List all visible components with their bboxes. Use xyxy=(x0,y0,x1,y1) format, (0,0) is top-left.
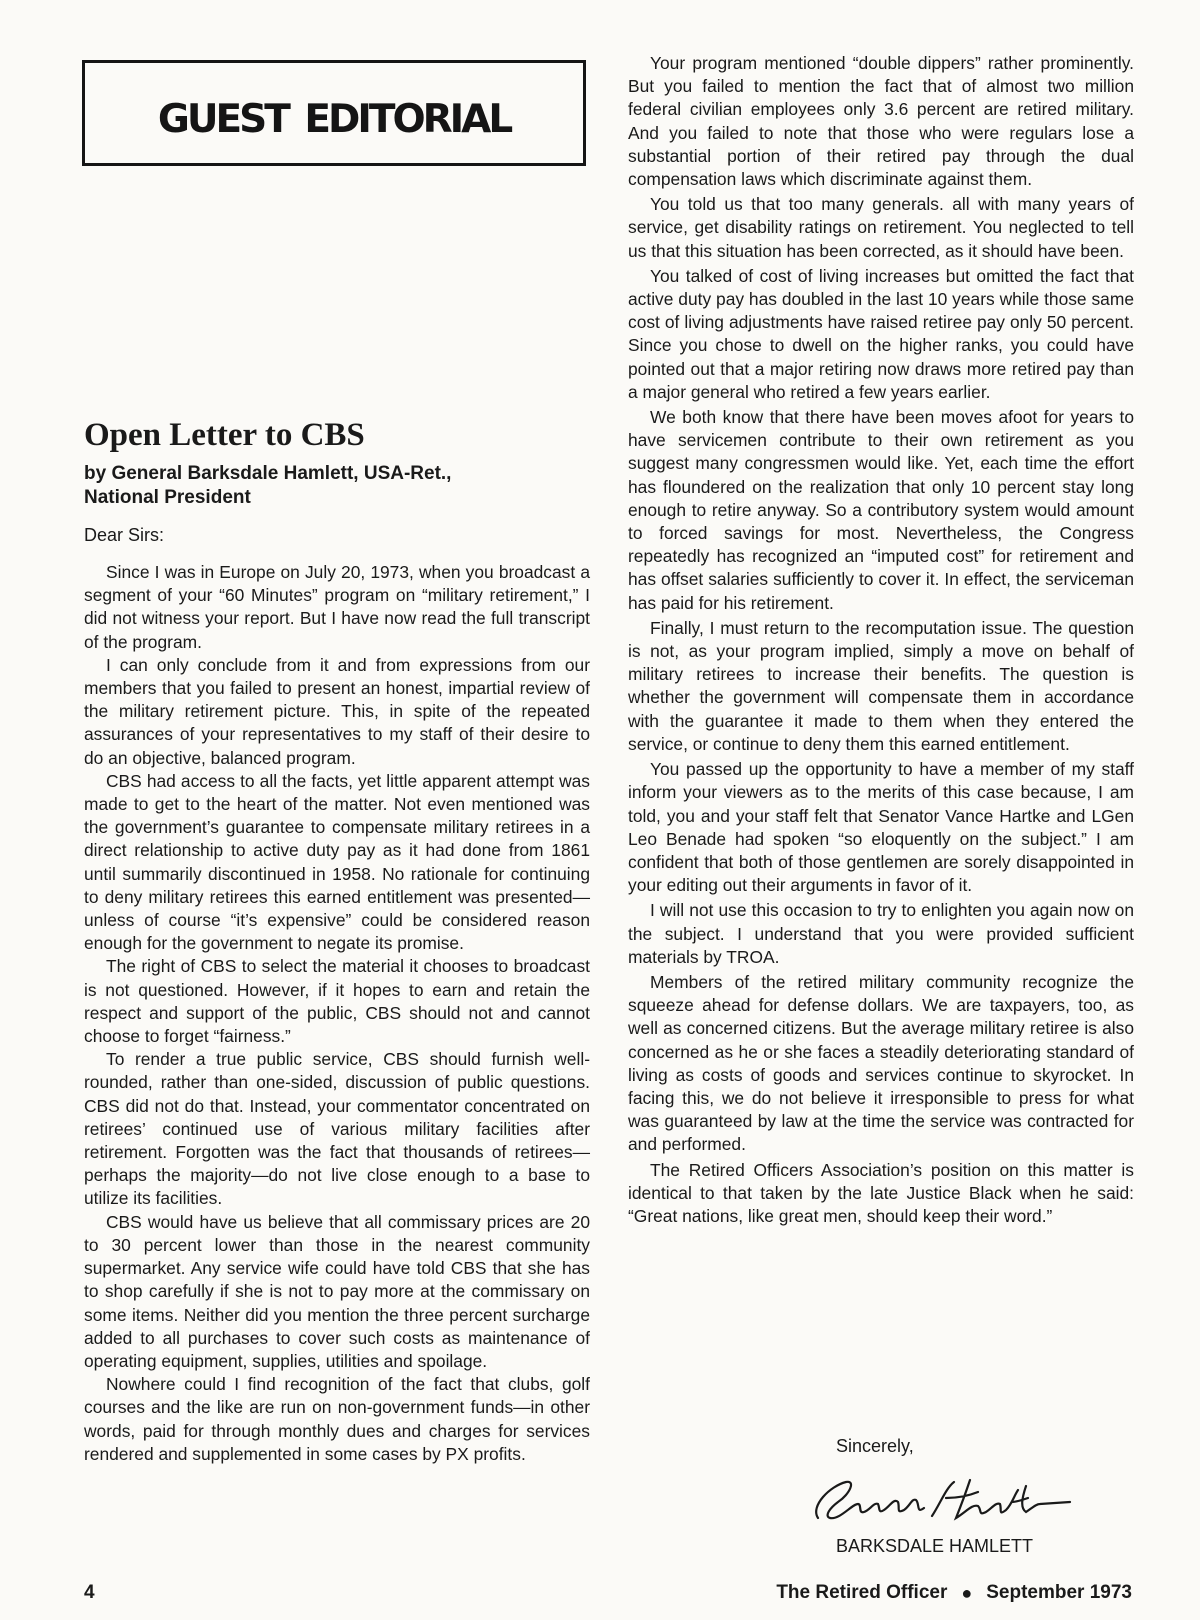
signer-name: BARKSDALE HAMLETT xyxy=(836,1536,1034,1556)
page-number: 4 xyxy=(84,1582,95,1603)
paragraph: To render a true public service, CBS should furnish well-rounded, rather than one-sided, discussion of public questions. CBS did not do that. Instead, your commentator concentrated on retirees’ continued use of various military facilities after retirement. Forgotten was the fact that thousands of retirees—perhaps the majority—do not live close enough to a base to utilize its facilities. xyxy=(84,1049,590,1209)
paragraph: You told us that too many generals. all with many years of service, get disability ratings on retirement. You neglected to tell us that this situation has been corrected, as it should have been. xyxy=(628,194,1134,261)
guest-editorial-banner xyxy=(82,60,586,166)
bullet-icon: ● xyxy=(961,1582,973,1603)
article-title: Open Letter to CBS xyxy=(84,417,365,453)
paragraph: Your program mentioned “double dippers” rather prominently. But you failed to mention the fact that of almost two million federal civilian employees only 3.6 percent are retired military. And you failed to note that those who were regulars lose a substantial portion of their retired pay through the dual compensation laws which discriminate against them. xyxy=(628,53,1134,190)
left-column xyxy=(84,416,590,1466)
salutation: Dear Sirs: xyxy=(84,525,165,545)
article-byline: by General Barksdale Hamlett, USA-Ret., National President xyxy=(84,463,452,508)
paragraph: CBS would have us believe that all commissary prices are 20 to 30 percent lower than those in the nearest community supermarket. Any service wife could have told CBS that she has to shop carefully if she is not to pay more at the commissary on some items. Neither did you mention the three percent surcharge added to all purchases to cover such costs as maintenance of operating equipment, supplies, utilities and spoilage. xyxy=(84,1211,590,1371)
handwritten-signature xyxy=(800,1468,1080,1532)
publication-name: The Retired Officer xyxy=(776,1582,948,1603)
right-column xyxy=(628,52,1134,1230)
footer xyxy=(776,1582,1132,1604)
paragraph: Nowhere could I find recognition of the fact that clubs, golf courses and the like are run on non-government funds—in other words, paid for through monthly dues and charges for services rendered and supplemented in some cases by PX profits. xyxy=(84,1374,590,1464)
issue-date: September 1973 xyxy=(986,1582,1132,1603)
paragraph: The right of CBS to select the material it chooses to broadcast is not questioned. However, if it hopes to earn and retain the respect and support of the public, CBS should not and cannot choose to forget “fairness.” xyxy=(84,956,590,1047)
banner-title: guest editorial xyxy=(157,80,511,146)
paragraph: You passed up the opportunity to have a member of my staff inform your viewers as to the merits of this case because, I am told, you and your staff felt that Senator Vance Hartke and LGen Leo Benade had spoken “so eloquently on the subject.” I am confident that both of those gentlemen are sorely disappointed in your editing out their arguments in favor of it. xyxy=(628,759,1134,896)
paragraph: You talked of cost of living increases but omitted the fact that active duty pay has doubled in the last 10 years while those same cost of living adjustments have raised retiree pay only 50 percent. Since you chose to dwell on the higher ranks, you could have pointed out that a major retiring now draws more retired pay than a major general who retired a few years earlier. xyxy=(628,265,1134,402)
paragraph: Finally, I must return to the recomputation issue. The question is not, as your program implied, simply a move on behalf of military retirees to increase their benefits. The question is whether the government will compensate them in accordance with the guarantee it made to them when they entered the service, or continue to deny them this earned entitlement. xyxy=(628,617,1134,754)
paragraph: CBS had access to all the facts, yet little apparent attempt was made to get to the heart of the matter. Not even mentioned was the government’s guarantee to compensate military retirees in a direct relationship to active duty pay as it had done from 1861 until summarily discontinued in 1958. No rationale for continuing to deny military retirees this earned entitlement was presented—unless of course “it’s expensive” could be considered reason enough for the government to negate its promise. xyxy=(84,770,590,954)
paragraph: I can only conclude from it and from expressions from our members that you failed to present an honest, impartial review of the military retirement picture. This, in spite of the repeated assurances of your representatives to my staff of their desire to do an objective, balanced program. xyxy=(84,654,590,768)
paragraph: The Retired Officers Association’s position on this matter is identical to that taken by the late Justice Black when he said: “Great nations, like great men, should keep their word.” xyxy=(628,1159,1134,1226)
paragraph: Members of the retired military community recognize the squeeze ahead for defense dollars. We are taxpayers, too, as well as concerned citizens. But the average military retiree is also concerned as he or she faces a steadily deteriorating standard of living as costs of goods and services continue to skyrocket. In facing this, we do not believe it irresponsible to press for what was guaranteed by law at the time the service was contracted for and performed. xyxy=(628,971,1134,1155)
paragraph: Since I was in Europe on July 20, 1973, when you broadcast a segment of your “60 Minutes” program on “military retirement,” I did not witness your report. But I have now read the full transcript of the program. xyxy=(84,562,590,652)
closing: Sincerely, xyxy=(836,1436,914,1456)
paragraph: I will not use this occasion to try to enlighten you again now on the subject. I understand that you were provided sufficient materials by TROA. xyxy=(628,900,1134,967)
paragraph: We both know that there have been moves afoot for years to have servicemen contribute to their own retirement as you suggest many congressmen would like. Yet, each time the effort has floundered on the realization that only 10 percent stay long enough to retire anyway. So a contributory system would amount to forced savings for most. Nevertheless, the Congress repeatedly has recognized an “imputed cost” for retirement and has offset salaries sufficiently to cover it. In effect, the serviceman has paid for his retirement. xyxy=(628,407,1134,613)
